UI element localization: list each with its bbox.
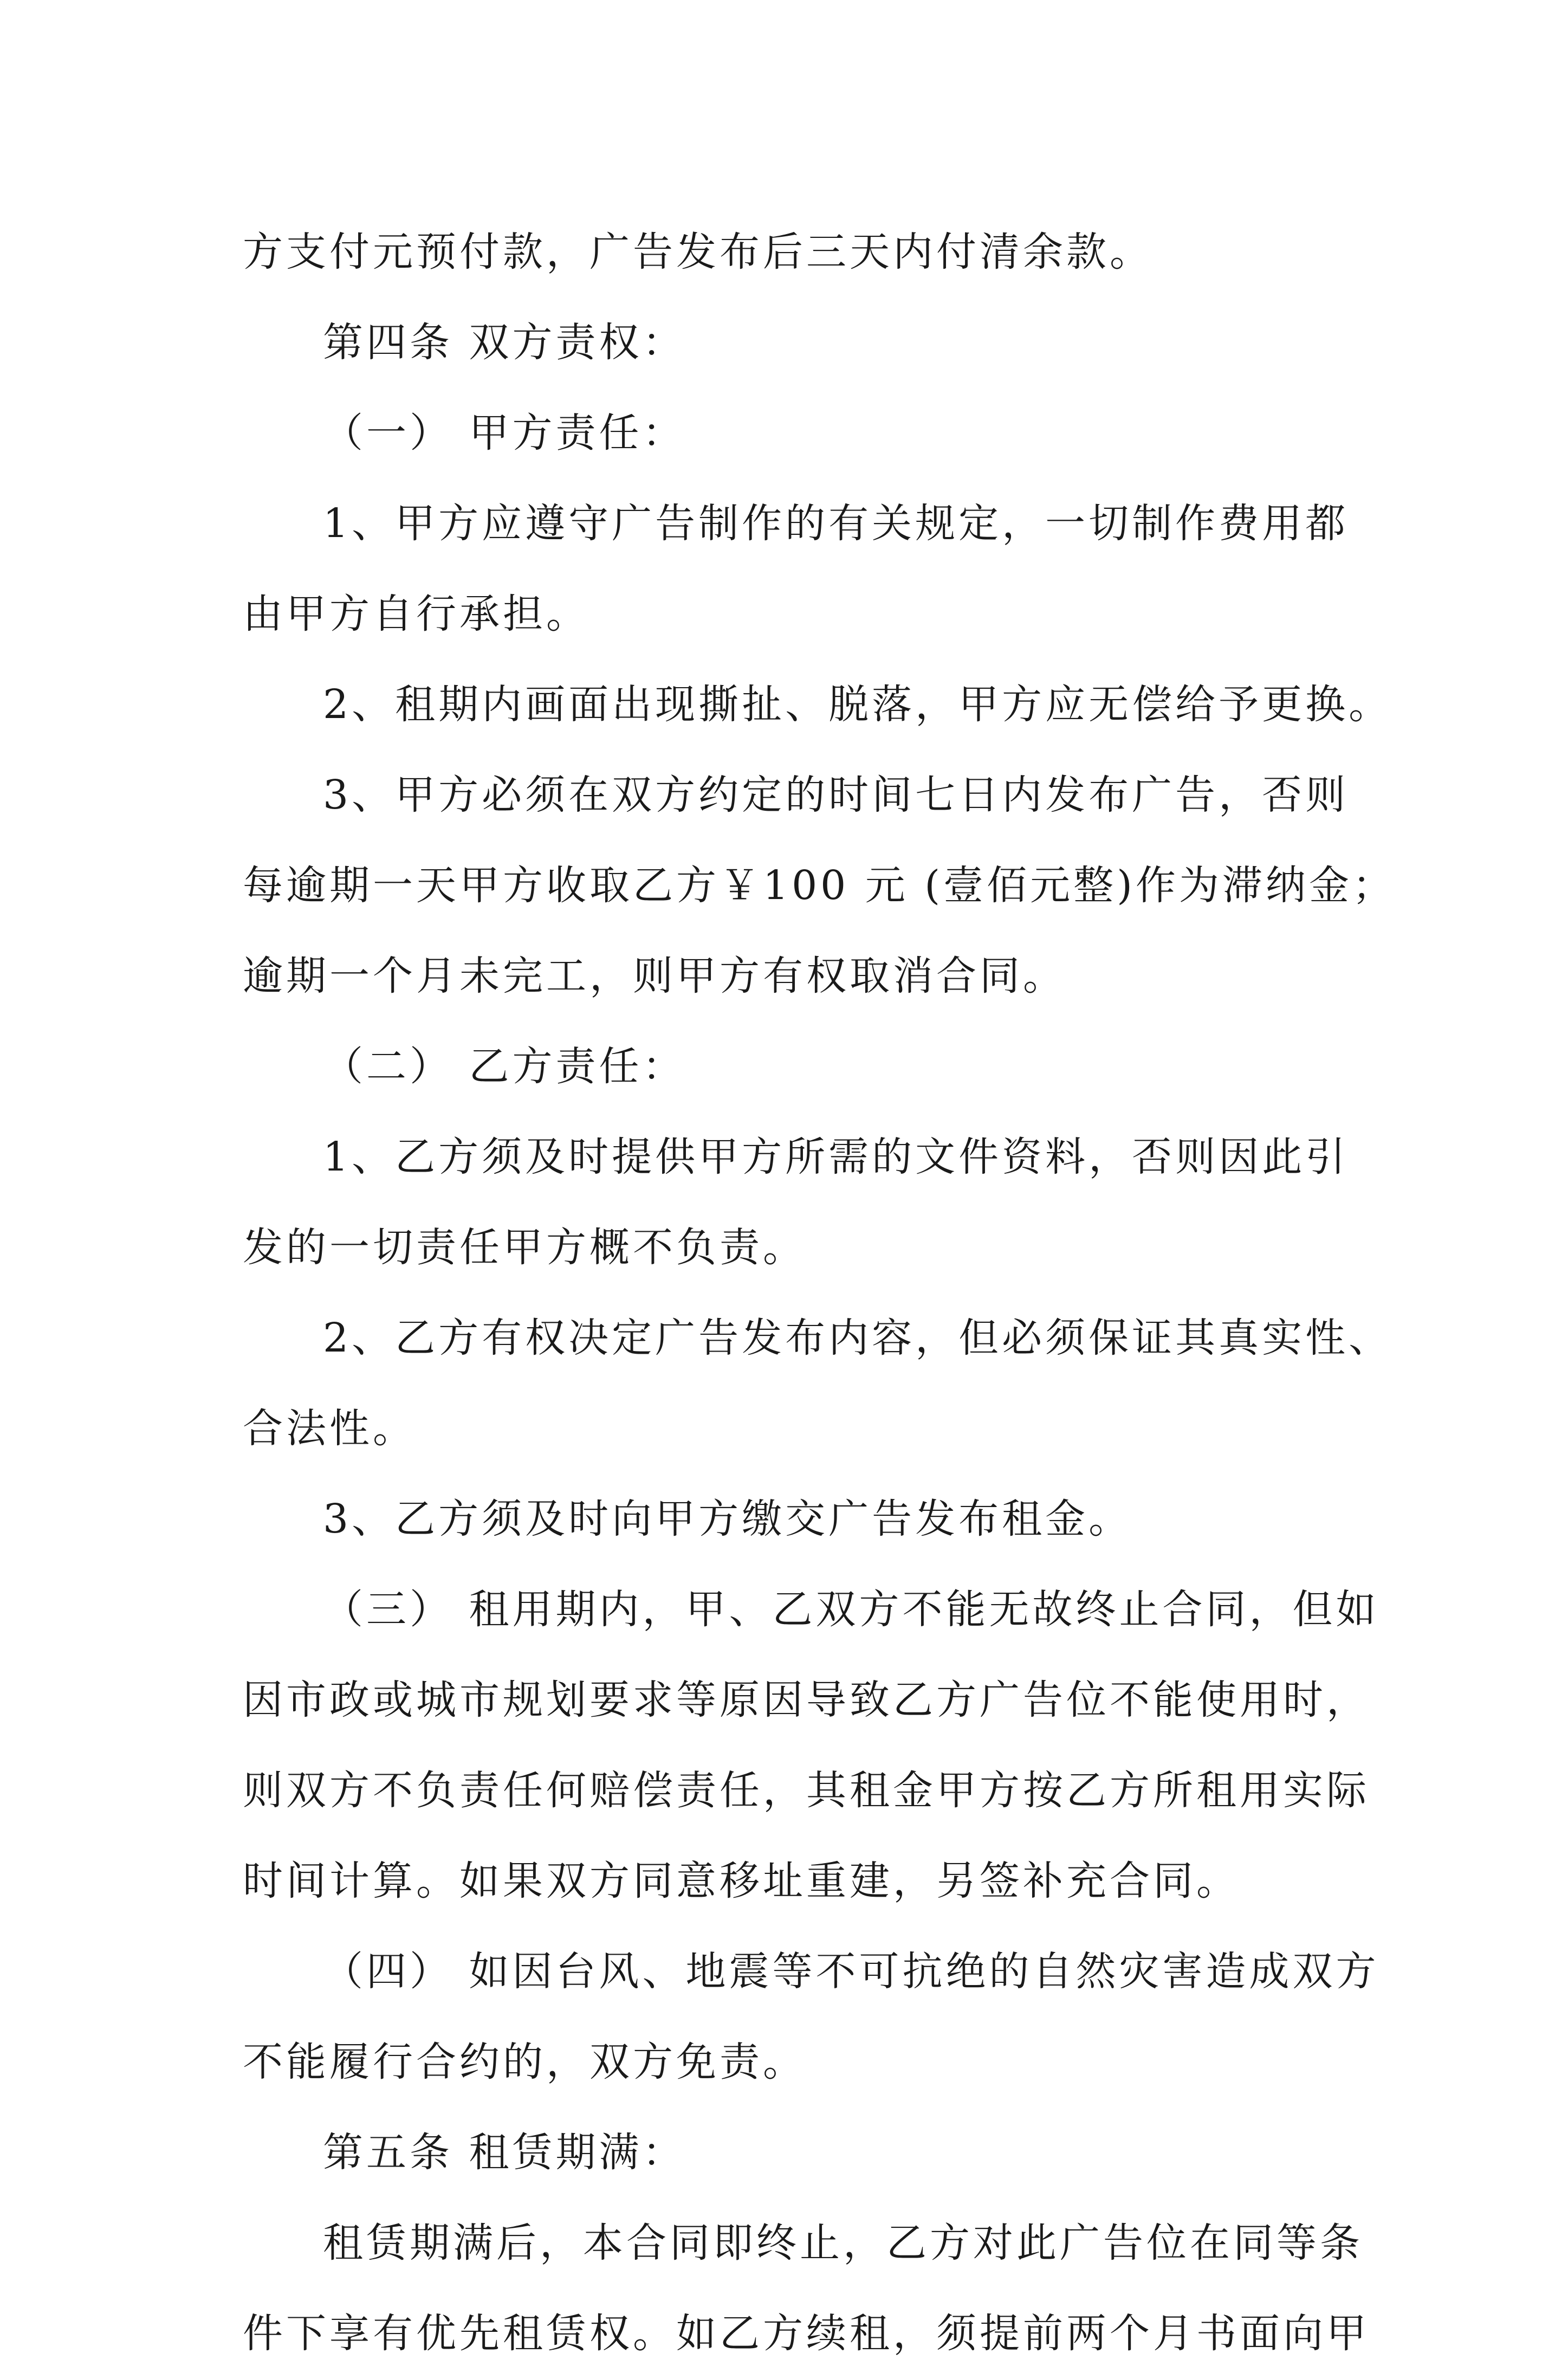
- article-heading: 第五条 租赁期满：: [323, 2129, 686, 2176]
- text-line: 时间计算。如果双方同意移址重建，另签补充合同。: [243, 1858, 1240, 1904]
- text-line: 发的一切责任甲方概不负责。: [243, 1224, 806, 1271]
- text-line: 3、甲方必须在双方约定的时间七日内发布广告，否则: [323, 772, 1349, 818]
- text-line: 不能履行合约的，双方免责。: [243, 2039, 806, 2085]
- text-line: 2、租期内画面出现撕扯、脱落，甲方应无偿给予更换。: [323, 681, 1392, 728]
- section-heading: （一） 甲方责任：: [323, 410, 686, 456]
- text-line: 合法性。: [243, 1405, 416, 1452]
- article-heading: 第四条 双方责权：: [323, 319, 686, 366]
- text-line: 3、乙方须及时向甲方缴交广告发布租金。: [323, 1496, 1132, 1542]
- text-line: 每逾期一天甲方收取乙方￥100 元 (壹佰元整)作为滞纳金；: [243, 862, 1396, 909]
- text-line: 1、甲方应遵守广告制作的有关规定，一切制作费用都: [323, 500, 1349, 547]
- text-line: 2、乙方有权决定广告发布内容，但必须保证其真实性、: [323, 1315, 1392, 1361]
- contract-text: [243, 207, 1396, 2379]
- text-line: 1、乙方须及时提供甲方所需的文件资料，否则因此引: [323, 1134, 1349, 1180]
- section-heading: （二） 乙方责任：: [323, 1043, 686, 1090]
- text-line: 方支付元预付款，广告发布后三天内付清余款。: [243, 229, 1153, 275]
- text-line: （三） 租用期内，甲、乙双方不能无故终止合同，但如: [323, 1586, 1379, 1633]
- text-line: 逾期一个月未完工，则甲方有权取消合同。: [243, 953, 1066, 999]
- text-line: 租赁期满后，本合同即终止，乙方对此广告位在同等条: [323, 2220, 1363, 2266]
- text-line: 由甲方自行承担。: [243, 591, 589, 637]
- text-line: 件下享有优先租赁权。如乙方续租，须提前两个月书面向甲: [243, 2310, 1370, 2357]
- text-line: （四） 如因台风、地震等不可抗绝的自然灾害造成双方: [323, 1948, 1379, 1995]
- text-line: 则双方不负责任何赔偿责任，其租金甲方按乙方所租用实际: [243, 1767, 1370, 1814]
- text-line: 因市政或城市规划要求等原因导致乙方广告位不能使用时，: [243, 1677, 1370, 1723]
